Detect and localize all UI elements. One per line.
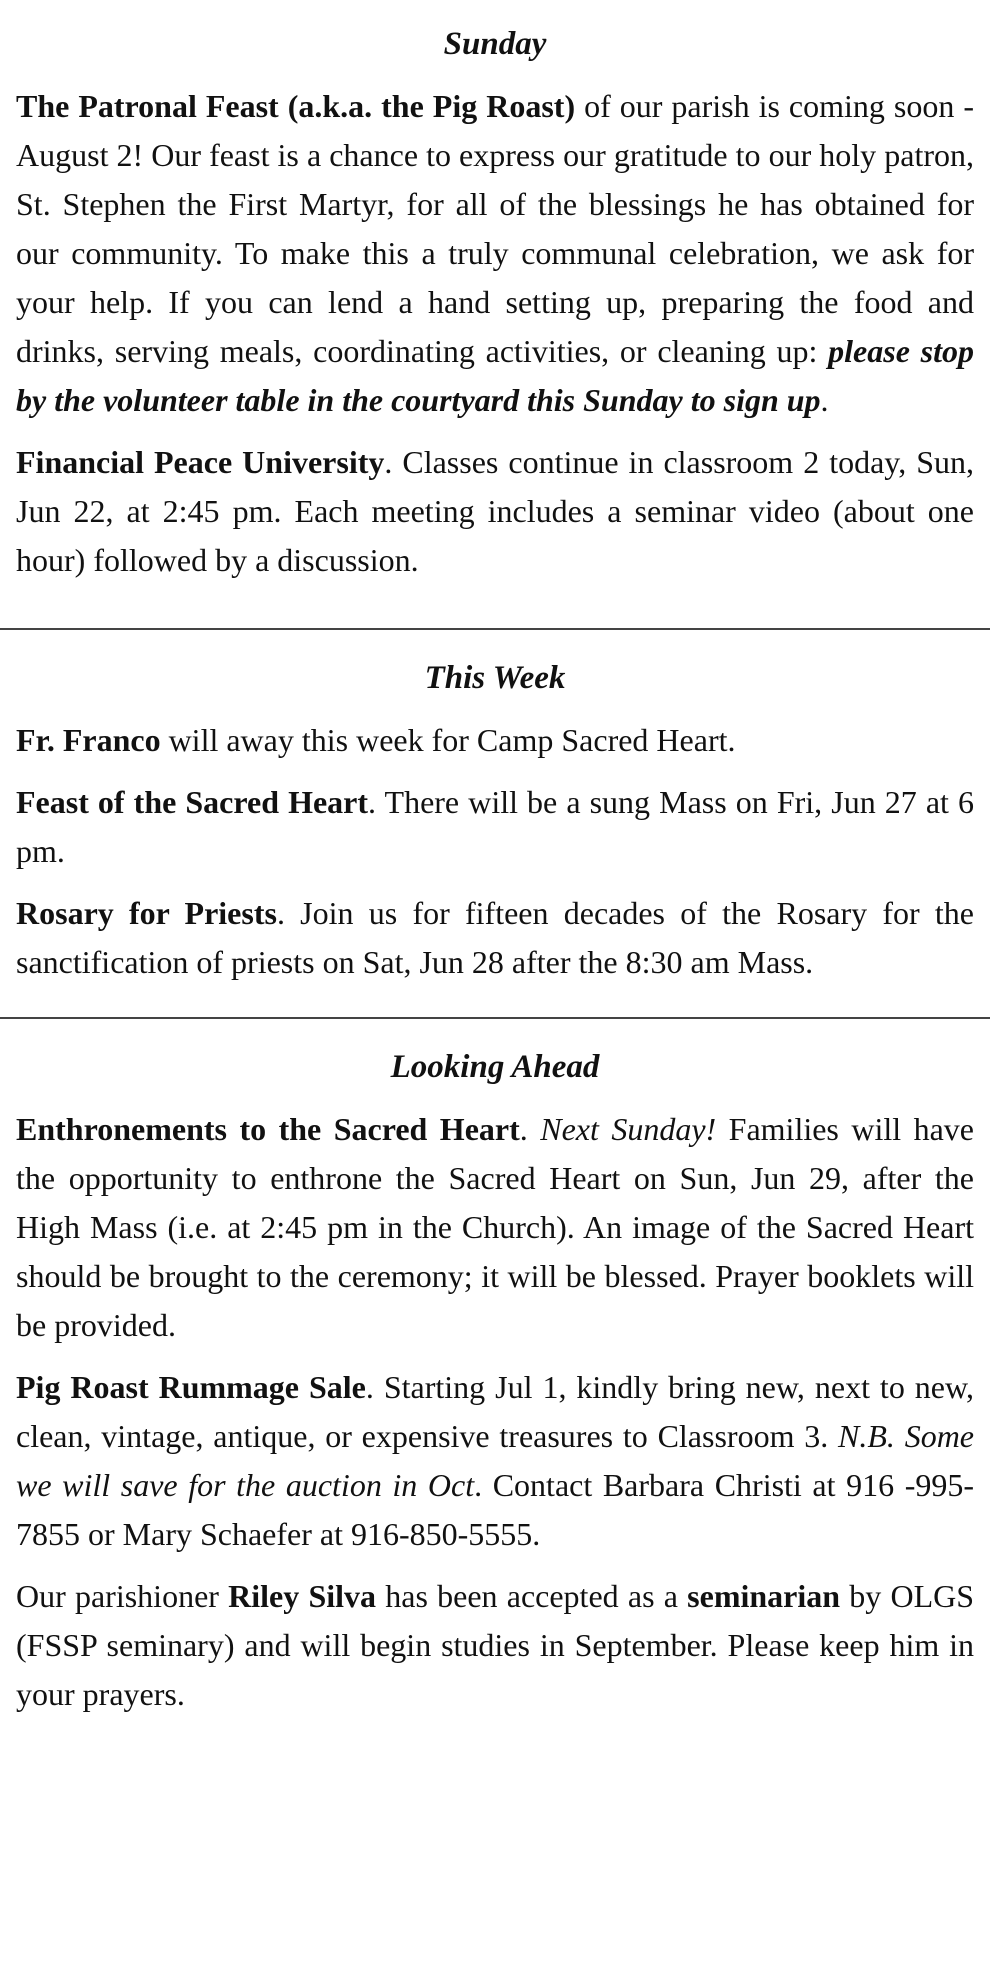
notice-emphasis: please stop by the volunteer table in the courtyard this Sunday to sign up (16, 333, 975, 418)
section-heading-looking-ahead: Looking Ahead (390, 1049, 600, 1085)
notice-rummage-sale (16, 1363, 974, 1559)
section-heading-sunday: Sunday (443, 26, 547, 62)
notice-text: by OLGS (FSSP seminary) and will begin studies in September. Please keep him in your prayers. (16, 1578, 975, 1712)
notice-sacred-heart-feast (16, 778, 974, 876)
notice-text-2: . Contact Barbara Christi at 916 -995-7855 or Mary Schaefer at 916-850-5555. (16, 1467, 975, 1552)
notice-title: Rosary for Priests (16, 895, 277, 931)
notice-emphasis: N.B. Some we will save for the auction in Oct (16, 1418, 974, 1503)
notice-title: Pig Roast Rummage Sale (16, 1369, 366, 1405)
notice-text: . There will be a sung Mass on Fri, Jun 27 at 6 pm. (16, 784, 974, 869)
notice-text: . Classes continue in classroom 2 today, Sun, Jun 22, at 2:45 pm. Each meeting includes a seminar video (about one hour) followed by a discussion. (16, 444, 975, 578)
notice-title: Fr. Franco (16, 722, 161, 758)
notice-text: of our parish is coming soon - August 2! Our feast is a chance to express our gratitude to our holy patron, St. Stephen the First Martyr, for all of the blessings he has obtained for our community. To make this a truly communal celebration, we ask for your help. If you can lend a hand setting up, preparing the food and drinks, serving meals, coordinating activities, or cleaning up: (16, 88, 975, 369)
notice-emphasis: Next Sunday! (540, 1111, 717, 1147)
notice-financial-peace (16, 438, 974, 585)
section-sunday (0, 0, 990, 585)
notice-mid: has been accepted as a (376, 1578, 688, 1614)
notice-text: . Starting Jul 1, kindly bring new, next to new, clean, vintage, antique, or expensive treasures to Classroom 3. (16, 1369, 975, 1454)
notice-text: will away this week for Camp Sacred Heart. (160, 722, 736, 758)
notice-seminarian (16, 1572, 974, 1719)
notice-title: Financial Peace University (16, 444, 385, 480)
notice-enthronements (16, 1105, 974, 1350)
section-this-week (0, 630, 990, 987)
notice-title: Feast of the Sacred Heart (16, 784, 369, 820)
notice-rosary-for-priests (16, 889, 974, 987)
section-heading-this-week: This Week (424, 660, 566, 696)
notice-fr-franco (16, 716, 974, 765)
notice-sep: . (519, 1111, 541, 1147)
notice-text: Families will have the opportunity to enthrone the Sacred Heart on Sun, Jun 29, after the High Mass (i.e. at 2:45 pm in the Church). An image of the Sacred Heart should be brought to the ceremony; it will be blessed. Prayer booklets will be provided. (16, 1111, 974, 1343)
notice-patronal-feast (16, 82, 974, 425)
notice-end: . (820, 382, 829, 418)
notice-title: The Patronal Feast (a.k.a. the Pig Roast) (16, 88, 576, 124)
notice-title: Enthronements to the Sacred Heart (16, 1111, 520, 1147)
notice-text: . Join us for fifteen decades of the Rosary for the sanctification of priests on Sat, Jun 28 after the 8:30 am Mass. (16, 895, 975, 980)
section-looking-ahead (0, 1019, 990, 1719)
notice-intro: Our parishioner (16, 1578, 229, 1614)
notice-person-name: Riley Silva (228, 1578, 377, 1614)
notice-role: seminarian (687, 1578, 841, 1614)
